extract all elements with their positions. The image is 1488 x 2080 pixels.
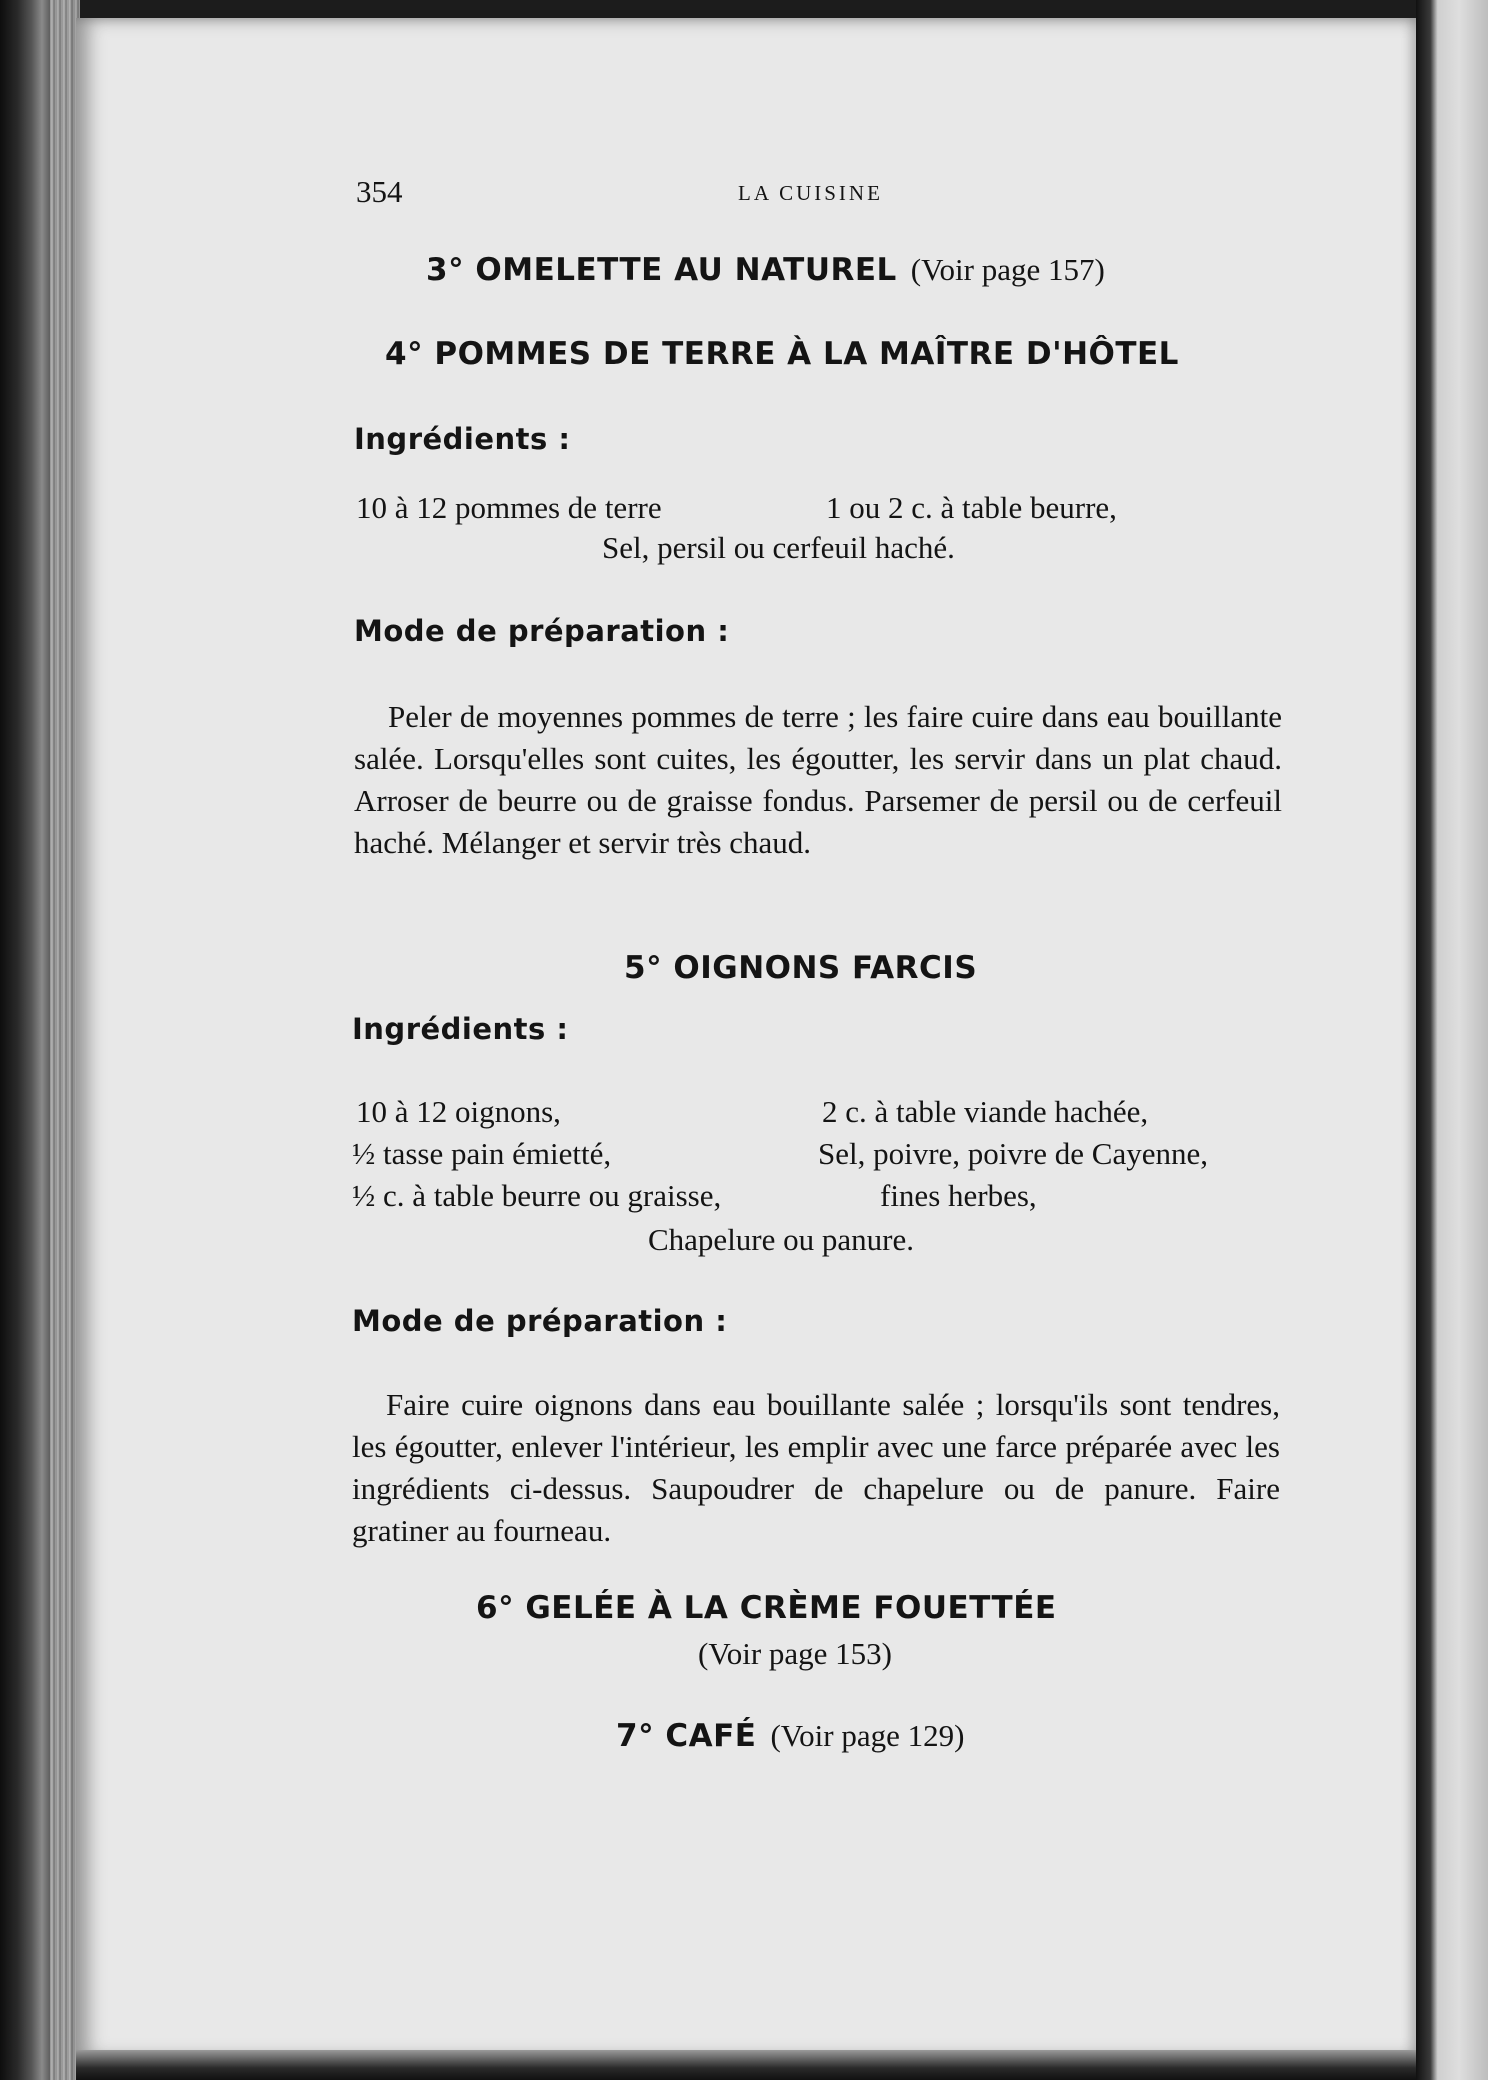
recipe-7-title: 7° CAFÉ	[616, 1718, 757, 1754]
recipe-4-ingredient-centered: Sel, persil ou cerfeuil haché.	[602, 530, 955, 565]
recipe-6-title: 6° GELÉE À LA CRÈME FOUETTÉE	[476, 1590, 1057, 1626]
recipe-4-mode-body: Peler de moyennes pommes de terre ; les faire cuire dans eau bouillante salée. Lorsqu'elles sont cuites, les égoutter, les servir dans un plat chaud. Arroser de beurre ou de graisse fondus. Parsemer de persil ou de cerfeuil haché. Mélanger et servir très chaud.	[354, 699, 1282, 860]
recipe-5-ingredient: 2 c. à table viande hachée,	[822, 1094, 1149, 1129]
recipe-4-mode-text	[354, 696, 1282, 864]
recipe-3-ref: (Voir page 157)	[910, 252, 1105, 287]
recipe-5-ingredient-centered: Chapelure ou panure.	[648, 1222, 914, 1257]
recipe-5-mode-text	[352, 1384, 1280, 1552]
recipe-5-ingredients-label: Ingrédients :	[352, 1012, 569, 1046]
recipe-5-title: 5° OIGNONS FARCIS	[624, 950, 978, 986]
recipe-7-ref: (Voir page 129)	[770, 1718, 965, 1753]
recipe-6-ref: (Voir page 153)	[698, 1636, 892, 1671]
page-number: 354	[356, 174, 403, 209]
recipe-7-heading	[616, 1718, 964, 1754]
recipe-5-ingredient: fines herbes,	[880, 1178, 1037, 1213]
recipe-4-title: 4° POMMES DE TERRE À LA MAÎTRE D'HÔTEL	[385, 336, 1179, 372]
recipe-5-ingredient: Sel, poivre, poivre de Cayenne,	[818, 1136, 1208, 1171]
running-title: LA CUISINE	[738, 181, 883, 205]
recipe-5-ingredient: ½ c. à table beurre ou graisse,	[352, 1178, 722, 1213]
recipe-3-title: 3° OMELETTE AU NATUREL	[426, 252, 897, 288]
recipe-5-mode-body: Faire cuire oignons dans eau bouillante salée ; lorsqu'ils sont tendres, les égoutter, enlever l'intérieur, les emplir avec une farce préparée avec les ingrédients ci-dessus. Saupoudrer de chapelure ou de panure. Faire gratiner au fourneau.	[352, 1387, 1280, 1548]
recipe-4-ingredients-label: Ingrédients :	[354, 422, 571, 456]
recipe-4-ingredient: 10 à 12 pommes de terre	[356, 490, 662, 525]
recipe-3-heading	[426, 252, 1105, 288]
recipe-5-ingredient: 10 à 12 oignons,	[356, 1094, 561, 1129]
recipe-5-mode-label: Mode de préparation :	[352, 1304, 728, 1338]
recipe-4-mode-label: Mode de préparation :	[354, 614, 730, 648]
recipe-4-ingredient: 1 ou 2 c. à table beurre,	[826, 490, 1117, 525]
recipe-5-ingredient: ½ tasse pain émietté,	[352, 1136, 612, 1171]
